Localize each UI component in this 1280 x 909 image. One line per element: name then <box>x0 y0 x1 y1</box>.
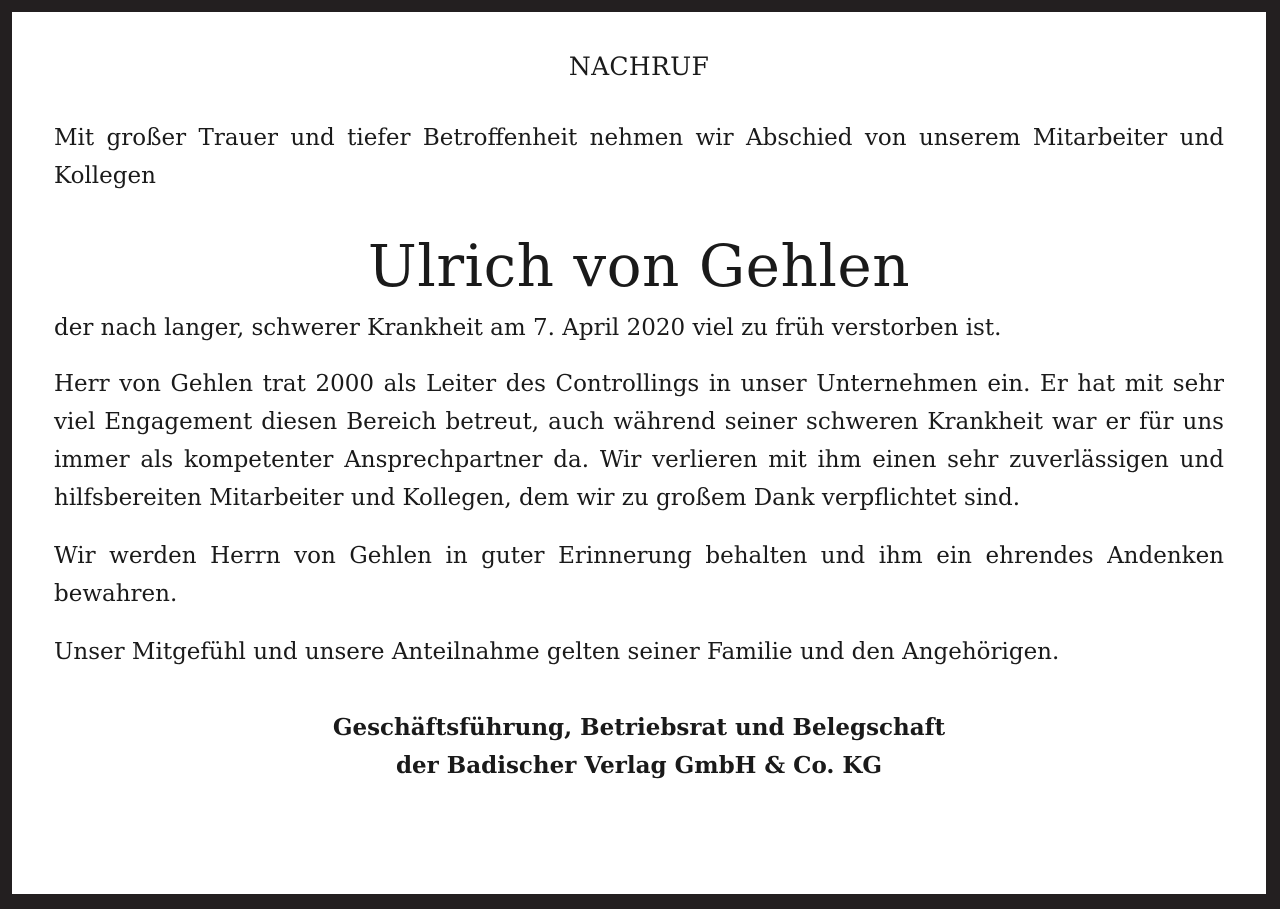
signature-block <box>54 709 1224 785</box>
signature-line: der Badischer Verlag GmbH & Co. KG <box>395 751 883 779</box>
signature-line: Geschäftsführung, Betriebsrat und Belegschaft <box>332 713 946 741</box>
career-paragraph: Herr von Gehlen trat 2000 als Leiter des Controllings in unser Unternehmen ein. Er hat mit sehr viel Engagement diesen Bereich betreut, auch während seiner schweren Krankheit war er für uns immer als kompetenter Ansprechpartner da. Wir verlieren mit ihm einen sehr zuverlässigen und hilfsbereiten Mitarbeiter und Kollegen, dem wir zu großem Dank verpflichtet sind. <box>54 370 1224 511</box>
death-line: der nach langer, schwerer Krankheit am 7. April 2020 viel zu früh verstorben ist. <box>54 314 1002 341</box>
condolence-paragraph: Unser Mitgefühl und unsere Anteilnahme gelten seiner Familie und den Angehörigen. <box>54 638 1060 665</box>
deceased-name: Ulrich von Gehlen <box>367 232 911 300</box>
obituary-notice <box>12 12 1266 894</box>
memory-paragraph: Wir werden Herrn von Gehlen in guter Erinnerung behalten und ihm ein ehrendes Andenken bewahren. <box>54 542 1224 607</box>
intro-text: Mit großer Trauer und tiefer Betroffenheit nehmen wir Abschied von unserem Mitarbeiter und Kollegen <box>54 125 1224 189</box>
notice-heading: NACHRUF <box>568 52 710 81</box>
